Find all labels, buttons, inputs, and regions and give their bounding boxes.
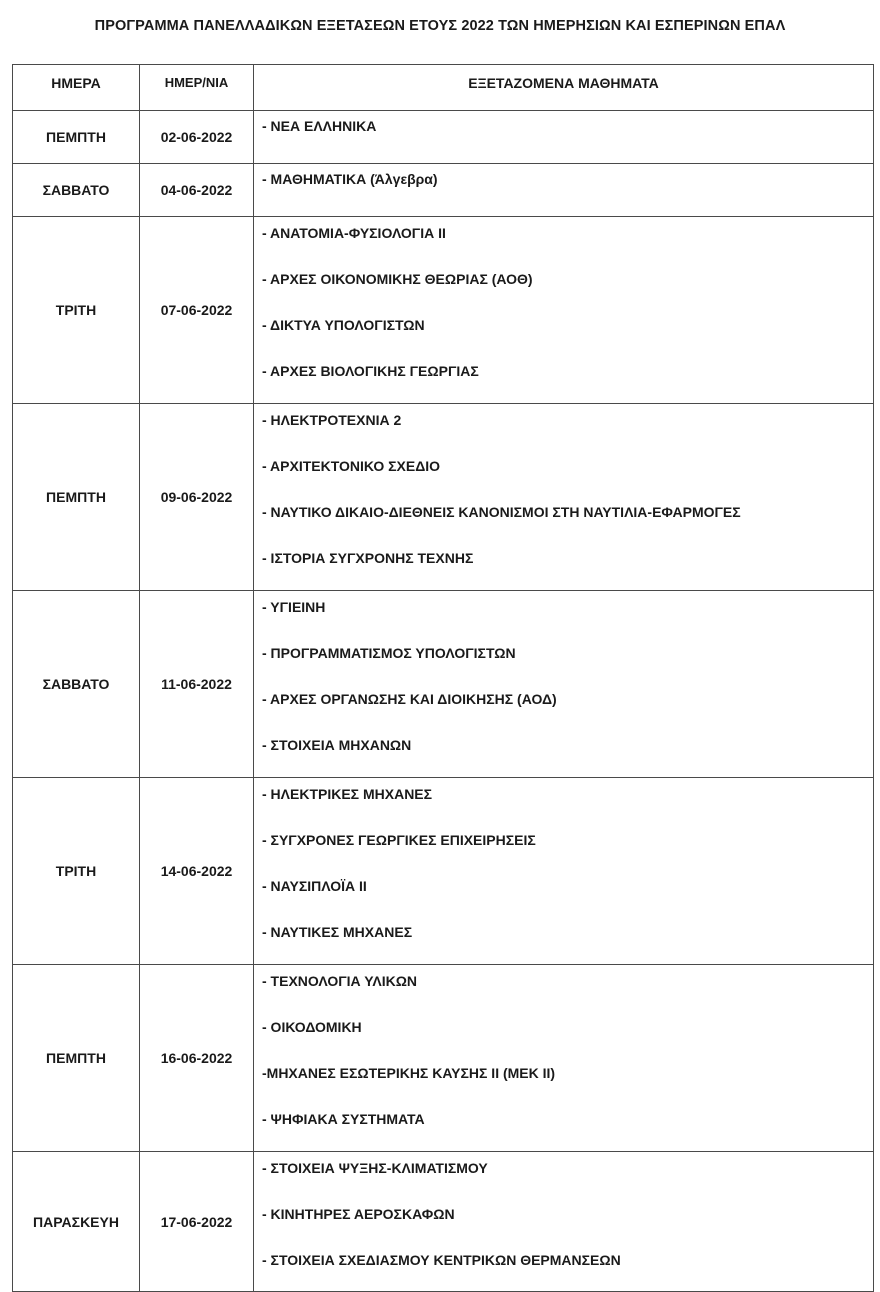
header-subjects: ΕΞΕΤΑΖΟΜΕΝΑ ΜΑΘΗΜΑΤΑ: [254, 65, 874, 111]
day-cell: ΤΡΙΤΗ: [13, 217, 140, 404]
subject-item: - ΥΓΙΕΙΝΗ: [262, 599, 326, 615]
subject-item: - ΑΡΧΕΣ ΟΙΚΟΝΟΜΙΚΗΣ ΘΕΩΡΙΑΣ (ΑΟΘ): [262, 271, 533, 287]
subject-item: - ΜΑΘΗΜΑΤΙΚΑ (Άλγεβρα): [262, 171, 438, 187]
subjects-cell: [254, 965, 874, 1152]
subject-item: - ΝΑΥΤΙΚΕΣ ΜΗΧΑΝΕΣ: [262, 924, 413, 940]
subjects-cell: [254, 111, 874, 164]
subject-item: - ΔΙΚΤΥΑ ΥΠΟΛΟΓΙΣΤΩΝ: [262, 317, 425, 333]
document-title: ΠΡΟΓΡΑΜΜΑ ΠΑΝΕΛΛΑΔΙΚΩΝ ΕΞΕΤΑΣΕΩΝ ΕΤΟΥΣ 2022 ΤΩΝ ΗΜΕΡΗΣΙΩΝ ΚΑΙ ΕΣΠΕΡΙΝΩΝ ΕΠΑΛ: [94, 18, 786, 34]
subject-item: - ΣΥΓΧΡΟΝΕΣ ΓΕΩΡΓΙΚΕΣ ΕΠΙΧΕΙΡΗΣΕΙΣ: [262, 832, 536, 848]
date-cell: 07-06-2022: [140, 217, 254, 404]
date-cell: 02-06-2022: [140, 111, 254, 164]
table-row: [13, 778, 874, 965]
subjects-cell: [254, 164, 874, 217]
subject-item: - ΑΡΧΙΤΕΚΤΟΝΙΚΟ ΣΧΕΔΙΟ: [262, 458, 441, 474]
subjects-cell: [254, 404, 874, 591]
header-day: ΗΜΕΡΑ: [13, 65, 140, 111]
header-date: ΗΜΕΡ/ΝΙΑ: [140, 65, 254, 111]
day-cell: ΤΡΙΤΗ: [13, 778, 140, 965]
day-cell: ΠΕΜΠΤΗ: [13, 111, 140, 164]
table-row: [13, 164, 874, 217]
subject-item: - ΣΤΟΙΧΕΙΑ ΜΗΧΑΝΩΝ: [262, 737, 412, 753]
subject-item: - ΗΛΕΚΤΡΟΤΕΧΝΙΑ 2: [262, 412, 402, 428]
day-cell: ΠΕΜΠΤΗ: [13, 404, 140, 591]
subject-item: - ΨΗΦΙΑΚΑ ΣΥΣΤΗΜΑΤΑ: [262, 1111, 425, 1127]
table-header-row: [13, 65, 874, 111]
day-cell: ΣΑΒΒΑΤΟ: [13, 591, 140, 778]
subject-item: - ΚΙΝΗΤΗΡΕΣ ΑΕΡΟΣΚΑΦΩΝ: [262, 1206, 455, 1222]
subject-item: - ΠΡΟΓΡΑΜΜΑΤΙΣΜΟΣ ΥΠΟΛΟΓΙΣΤΩΝ: [262, 645, 516, 661]
table-row: [13, 404, 874, 591]
subjects-cell: [254, 591, 874, 778]
subject-item: - ΙΣΤΟΡΙΑ ΣΥΓΧΡΟΝΗΣ ΤΕΧΝΗΣ: [262, 550, 474, 566]
day-cell: ΠΕΜΠΤΗ: [13, 965, 140, 1152]
date-cell: 14-06-2022: [140, 778, 254, 965]
date-cell: 17-06-2022: [140, 1152, 254, 1292]
table-row: [13, 111, 874, 164]
subject-item: - ΑΝΑΤΟΜΙΑ-ΦΥΣΙΟΛΟΓΙΑ ΙΙ: [262, 225, 446, 241]
exam-schedule-table: [12, 64, 874, 1292]
subjects-cell: [254, 217, 874, 404]
date-cell: 16-06-2022: [140, 965, 254, 1152]
table-row: [13, 217, 874, 404]
subject-item: - ΟΙΚΟΔΟΜΙΚΗ: [262, 1019, 362, 1035]
date-cell: 04-06-2022: [140, 164, 254, 217]
subjects-cell: [254, 778, 874, 965]
subject-item: - ΝΑΥΤΙΚΟ ΔΙΚΑΙΟ-ΔΙΕΘΝΕΙΣ ΚΑΝΟΝΙΣΜΟΙ ΣΤΗ ΝΑΥΤΙΛΙΑ-ΕΦΑΡΜΟΓΕΣ: [262, 504, 741, 520]
subject-item: - ΤΕΧΝΟΛΟΓΙΑ ΥΛΙΚΩΝ: [262, 973, 418, 989]
subject-item: - ΗΛΕΚΤΡΙΚΕΣ ΜΗΧΑΝΕΣ: [262, 786, 433, 802]
subject-item: - ΣΤΟΙΧΕΙΑ ΣΧΕΔΙΑΣΜΟΥ ΚΕΝΤΡΙΚΩΝ ΘΕΡΜΑΝΣΕΩΝ: [262, 1252, 621, 1268]
subject-item: -ΜΗΧΑΝΕΣ ΕΣΩΤΕΡΙΚΗΣ ΚΑΥΣΗΣ ΙΙ (ΜΕΚ ΙΙ): [262, 1065, 556, 1081]
date-cell: 09-06-2022: [140, 404, 254, 591]
date-cell: 11-06-2022: [140, 591, 254, 778]
table-row: [13, 591, 874, 778]
subject-item: - ΣΤΟΙΧΕΙΑ ΨΥΞΗΣ-ΚΛΙΜΑΤΙΣΜΟΥ: [262, 1160, 488, 1176]
table-row: [13, 965, 874, 1152]
subjects-cell: [254, 1152, 874, 1292]
subject-item: - ΝΑΥΣΙΠΛΟΪΑ ΙΙ: [262, 878, 367, 894]
subject-item: - ΑΡΧΕΣ ΒΙΟΛΟΓΙΚΗΣ ΓΕΩΡΓΙΑΣ: [262, 363, 479, 379]
day-cell: ΣΑΒΒΑΤΟ: [13, 164, 140, 217]
subject-item: - ΝΕΑ ΕΛΛΗΝΙΚΑ: [262, 118, 377, 134]
table-row: [13, 1152, 874, 1292]
day-cell: ΠΑΡΑΣΚΕΥΗ: [13, 1152, 140, 1292]
subject-item: - ΑΡΧΕΣ ΟΡΓΑΝΩΣΗΣ ΚΑΙ ΔΙΟΙΚΗΣΗΣ (ΑΟΔ): [262, 691, 557, 707]
